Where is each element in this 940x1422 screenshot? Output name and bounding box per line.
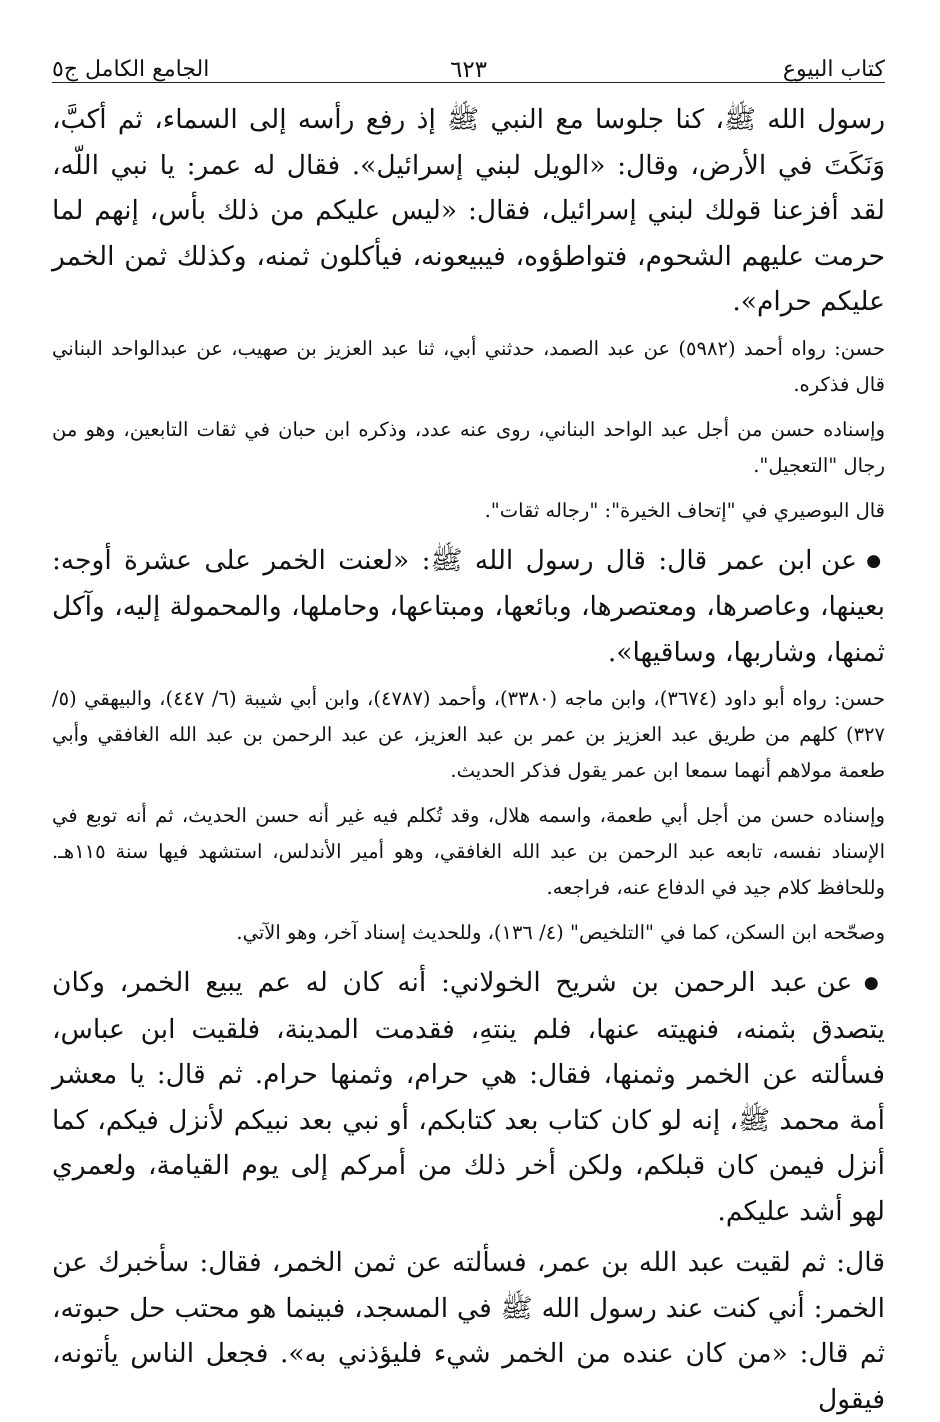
isnad-note: وإسناده حسن من أجل عبد الواحد البناني، روى عنه عدد، وذكره ابن حبان في ثقات التابعين، وهو من رجال "التعجيل". (52, 417, 885, 477)
isnad-note: وإسناده حسن من أجل أبي طعمة، واسمه هلال، وقد تُكلم فيه غير أنه حسن الحديث، ثم أنه توبع في الإسناد نفسه، تابعه عبد الرحمن بن عبد الله الغافقي، وهو أمير الأندلس، استشهد فيها سنة ١١٥هـ. وللحافظ كلام جيد في الدفاع عنه، فراجعه. (52, 804, 885, 899)
takhrij-note: حسن: رواه أحمد (٥٩٨٢) عن عبد الصمد، حدثني أبي، ثنا عبد العزيز بن صهيب، عن عبدالواحد البناني قال فذكره. (52, 336, 886, 396)
page-number: ٦٢٣ (449, 57, 488, 83)
page-content (52, 97, 885, 1422)
page-header (52, 0, 885, 83)
hadith-text-continued: قال: ثم لقيت عبد الله بن عمر، فسألته عن ثمن الخمر، فقال: سأخبرك عن الخمر: أني كنت عند رسول الله ﷺ في المسجد، فبينما هو محتب حل حبوته، ثم قال: «من كان عنده من الخمر شيء فليؤذني به». فجعل الناس يأتونه، فيقول (52, 1247, 885, 1415)
book-title: الجامع الكامل ج٥ (52, 57, 210, 82)
chapter-title: كتاب البيوع (782, 57, 885, 82)
tashih-note: وصحّحه ابن السكن، كما في "التلخيص" (٤/ ١٣٦)، وللحديث إسناد آخر، وهو الآتي. (236, 921, 885, 944)
hadith-text: ● عن ابن عمر قال: قال رسول الله ﷺ: «لعنت الخمر على عشرة أوجه: بعينها، وعاصرها، ومعتصرها، وبائعها، ومبتاعها، وحاملها، والمحمولة إليه، وآكل ثمنها، وشاربها، وساقيها». (52, 538, 885, 676)
busiri-note: قال البوصيري في "إتحاف الخيرة": "رجاله ثقات". (484, 498, 885, 522)
takhrij-note: حسن: رواه أبو داود (٣٦٧٤)، وابن ماجه (٣٣٨٠)، وأحمد (٤٧٨٧)، وابن أبي شيبة (٦/ ٤٤٧)، والبيهقي (٥/ ٣٢٧) كلهم من طريق عبد العزيز بن عمر بن عبد العزيز، عن عبد الرحمن بن عبد الله الغافقي وأبي طعمة مولاهم أنهما سمعا ابن عمر يقول فذكر الحديث. (52, 687, 886, 782)
hadith-text: رسول الله ﷺ، كنا جلوسا مع النبي ﷺ إذ رفع رأسه إلى السماء، ثم أكبَّ، وَنَكَتَ في الأرض، وقال: «الويل لبني إسرائيل». فقال له عمر: يا نبي اللّه، لقد أفزعنا قولك لبني إسرائيل، فقال: «ليس عليكم من ذلك بأس، إنهم لما حرمت عليهم الشحوم، فتواطؤوه، فيبيعونه، فيأكلون ثمنه، وكذلك ثمن الخمر عليكم حرام». (52, 104, 885, 317)
hadith-text: ● عن عبد الرحمن بن شريح الخولاني: أنه كان له عم يبيع الخمر، وكان يتصدق بثمنه، فنهيته عنها، فلم ينتهِ، فقدمت المدينة، فلقيت ابن عباس، فسألته عن الخمر وثمنها، فقال: هي حرام، وثمنها حرام. ثم قال: يا معشر أمة محمد ﷺ، إنه لو كان كتاب بعد كتابكم، أو نبي بعد نبيكم لأنزل فيكم، كما أنزل فيمن كان قبلكم، ولكن أخر ذلك من أمركم إلى يوم القيامة، ولعمري لهو أشد عليكم. (52, 960, 885, 1234)
